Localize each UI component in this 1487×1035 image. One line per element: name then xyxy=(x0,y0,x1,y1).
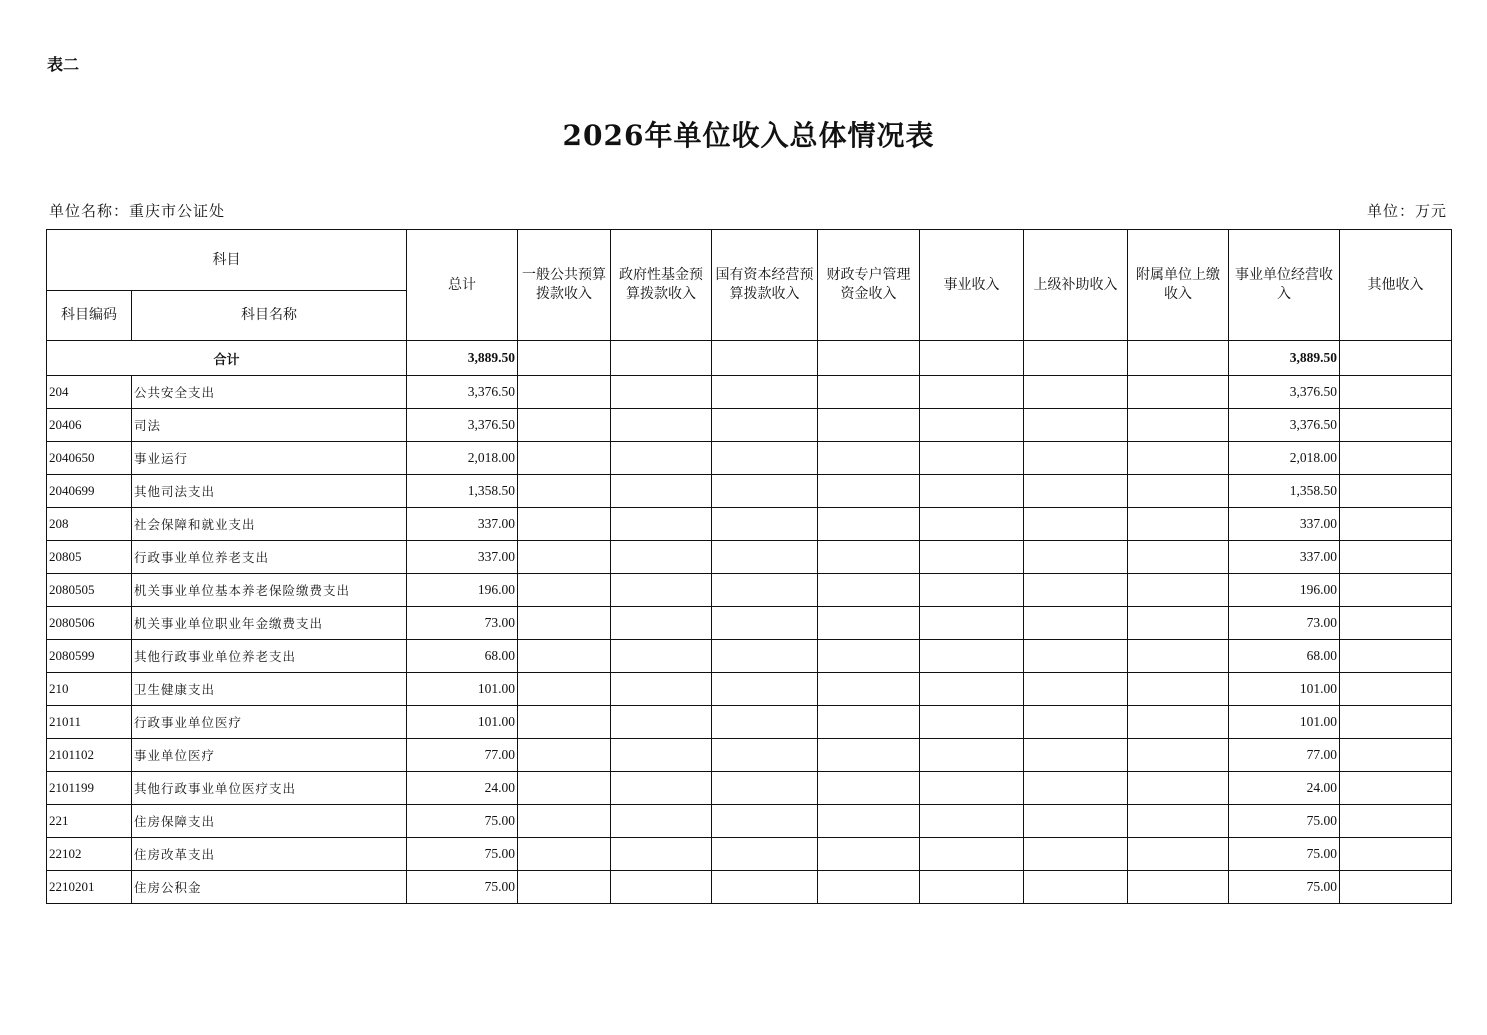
empty-cell xyxy=(818,607,920,640)
empty-cell xyxy=(1128,475,1229,508)
empty-cell xyxy=(1340,673,1452,706)
state-capital-header: 国有资本经营预算拨款收入 xyxy=(712,230,818,341)
special-fund-header: 财政专户管理资金收入 xyxy=(818,230,920,341)
empty-cell xyxy=(1128,673,1229,706)
empty-cell xyxy=(611,409,712,442)
empty-cell xyxy=(1128,838,1229,871)
operating-income-cell: 3,376.50 xyxy=(1229,376,1340,409)
empty-cell xyxy=(1024,409,1128,442)
empty-cell xyxy=(611,706,712,739)
total-header: 总计 xyxy=(407,230,518,341)
empty-cell xyxy=(920,376,1024,409)
empty-cell xyxy=(712,640,818,673)
empty-cell xyxy=(1024,640,1128,673)
total-cell: 3,376.50 xyxy=(407,376,518,409)
empty-cell xyxy=(818,376,920,409)
subject-code-cell: 2040650 xyxy=(47,442,132,475)
empty-cell xyxy=(1340,871,1452,904)
subject-name-cell: 机关事业单位职业年金缴费支出 xyxy=(132,607,407,640)
empty-cell xyxy=(1340,607,1452,640)
operating-income-cell: 24.00 xyxy=(1229,772,1340,805)
table-row xyxy=(47,772,1452,805)
empty-cell xyxy=(818,739,920,772)
subject-code-cell: 210 xyxy=(47,673,132,706)
empty-cell xyxy=(1128,772,1229,805)
empty-cell xyxy=(920,871,1024,904)
summary-total: 3,889.50 xyxy=(407,341,518,376)
operating-income-cell: 337.00 xyxy=(1229,508,1340,541)
subject-name-cell: 住房公积金 xyxy=(132,871,407,904)
empty-cell xyxy=(611,673,712,706)
subject-code-cell: 2080506 xyxy=(47,607,132,640)
table-row xyxy=(47,673,1452,706)
empty-cell xyxy=(1128,706,1229,739)
table-row xyxy=(47,541,1452,574)
total-cell: 337.00 xyxy=(407,508,518,541)
empty-cell xyxy=(1128,508,1229,541)
table-row xyxy=(47,838,1452,871)
empty-cell xyxy=(818,706,920,739)
empty-cell xyxy=(518,442,611,475)
empty-cell xyxy=(1340,706,1452,739)
total-cell: 75.00 xyxy=(407,805,518,838)
empty-cell xyxy=(518,376,611,409)
operating-income-cell: 75.00 xyxy=(1229,805,1340,838)
table-row xyxy=(47,739,1452,772)
empty-cell xyxy=(518,508,611,541)
empty-cell xyxy=(1340,541,1452,574)
empty-cell xyxy=(518,805,611,838)
empty-cell xyxy=(518,838,611,871)
subject-header: 科目 xyxy=(47,230,407,291)
table-row xyxy=(47,805,1452,838)
page-title: 2026年单位收入总体情况表 xyxy=(562,119,935,152)
general-budget-header: 一般公共预算拨款收入 xyxy=(518,230,611,341)
operating-income-cell: 101.00 xyxy=(1229,673,1340,706)
empty-cell xyxy=(712,376,818,409)
subject-code-cell: 2080599 xyxy=(47,640,132,673)
empty-cell xyxy=(1340,376,1452,409)
business-income-header: 事业收入 xyxy=(920,230,1024,341)
subject-code-cell: 21011 xyxy=(47,706,132,739)
operating-income-cell: 73.00 xyxy=(1229,607,1340,640)
total-cell: 101.00 xyxy=(407,706,518,739)
empty-cell xyxy=(818,772,920,805)
empty-cell xyxy=(920,508,1024,541)
empty-cell xyxy=(1128,574,1229,607)
empty-cell xyxy=(712,673,818,706)
empty-cell xyxy=(1024,475,1128,508)
empty-cell xyxy=(518,574,611,607)
empty-cell xyxy=(1340,772,1452,805)
operating-income-header: 事业单位经营收入 xyxy=(1229,230,1340,341)
empty-cell xyxy=(1024,772,1128,805)
empty-cell xyxy=(920,838,1024,871)
total-cell: 75.00 xyxy=(407,838,518,871)
table-row xyxy=(47,376,1452,409)
empty-cell xyxy=(518,673,611,706)
operating-income-cell: 3,376.50 xyxy=(1229,409,1340,442)
empty-cell xyxy=(920,475,1024,508)
operating-income-cell: 75.00 xyxy=(1229,838,1340,871)
empty-cell xyxy=(818,541,920,574)
subject-name-cell: 司法 xyxy=(132,409,407,442)
empty-cell xyxy=(920,607,1024,640)
empty-cell xyxy=(1024,574,1128,607)
empty-cell xyxy=(518,871,611,904)
subject-name-cell: 行政事业单位养老支出 xyxy=(132,541,407,574)
table-row xyxy=(47,706,1452,739)
table-row xyxy=(47,574,1452,607)
operating-income-cell: 2,018.00 xyxy=(1229,442,1340,475)
empty-cell xyxy=(611,541,712,574)
subject-code-cell: 22102 xyxy=(47,838,132,871)
empty-cell xyxy=(1340,442,1452,475)
subject-name-cell: 社会保障和就业支出 xyxy=(132,508,407,541)
subject-code-header: 科目编码 xyxy=(47,291,132,341)
subject-name-cell: 其他行政事业单位养老支出 xyxy=(132,640,407,673)
empty-cell xyxy=(518,706,611,739)
empty-cell xyxy=(818,640,920,673)
operating-income-cell: 77.00 xyxy=(1229,739,1340,772)
subject-code-cell: 2040699 xyxy=(47,475,132,508)
total-cell: 68.00 xyxy=(407,640,518,673)
table-row xyxy=(47,409,1452,442)
empty-cell xyxy=(1340,805,1452,838)
empty-cell xyxy=(920,640,1024,673)
empty-cell xyxy=(1024,706,1128,739)
empty-cell xyxy=(712,772,818,805)
subject-code-cell: 2080505 xyxy=(47,574,132,607)
empty-cell xyxy=(1128,541,1229,574)
table-row xyxy=(47,442,1452,475)
empty-cell xyxy=(1024,541,1128,574)
empty-cell xyxy=(611,640,712,673)
subject-name-cell: 卫生健康支出 xyxy=(132,673,407,706)
empty-cell xyxy=(518,541,611,574)
empty-cell xyxy=(611,574,712,607)
empty-cell xyxy=(1128,739,1229,772)
table-row xyxy=(47,640,1452,673)
subject-code-cell: 208 xyxy=(47,508,132,541)
subject-code-cell: 2210201 xyxy=(47,871,132,904)
gov-fund-header: 政府性基金预算拨款收入 xyxy=(611,230,712,341)
empty-cell xyxy=(1128,805,1229,838)
summary-operating-income: 3,889.50 xyxy=(1229,341,1340,376)
subject-name-cell: 事业运行 xyxy=(132,442,407,475)
empty-cell xyxy=(920,442,1024,475)
subject-name-cell: 住房保障支出 xyxy=(132,805,407,838)
subject-code-cell: 20805 xyxy=(47,541,132,574)
empty-cell xyxy=(712,706,818,739)
operating-income-cell: 101.00 xyxy=(1229,706,1340,739)
table-row xyxy=(47,607,1452,640)
empty-cell xyxy=(1128,442,1229,475)
empty-cell xyxy=(818,508,920,541)
empty-cell xyxy=(1128,607,1229,640)
empty-cell xyxy=(611,871,712,904)
empty-cell xyxy=(1024,673,1128,706)
empty-cell xyxy=(920,574,1024,607)
empty-cell xyxy=(518,607,611,640)
empty-cell xyxy=(1024,805,1128,838)
empty-cell xyxy=(1024,376,1128,409)
subject-code-cell: 204 xyxy=(47,376,132,409)
empty-cell xyxy=(1340,475,1452,508)
empty-cell xyxy=(712,508,818,541)
table-row xyxy=(47,871,1452,904)
table-number: 表二 xyxy=(47,55,80,74)
subject-code-cell: 20406 xyxy=(47,409,132,442)
total-cell: 75.00 xyxy=(407,871,518,904)
empty-cell xyxy=(712,805,818,838)
total-cell: 337.00 xyxy=(407,541,518,574)
subject-name-cell: 公共安全支出 xyxy=(132,376,407,409)
operating-income-cell: 196.00 xyxy=(1229,574,1340,607)
empty-cell xyxy=(712,871,818,904)
empty-cell xyxy=(712,442,818,475)
empty-cell xyxy=(920,673,1024,706)
empty-cell xyxy=(1340,838,1452,871)
summary-row xyxy=(47,341,1452,376)
subject-name-cell: 其他行政事业单位医疗支出 xyxy=(132,772,407,805)
empty-cell xyxy=(611,772,712,805)
empty-cell xyxy=(611,475,712,508)
empty-cell xyxy=(818,673,920,706)
empty-cell xyxy=(1340,409,1452,442)
empty-cell xyxy=(1340,508,1452,541)
total-cell: 196.00 xyxy=(407,574,518,607)
empty-cell xyxy=(1024,508,1128,541)
empty-cell xyxy=(818,838,920,871)
empty-cell xyxy=(1024,838,1128,871)
subject-code-cell: 2101102 xyxy=(47,739,132,772)
total-cell: 2,018.00 xyxy=(407,442,518,475)
operating-income-cell: 68.00 xyxy=(1229,640,1340,673)
operating-income-cell: 1,358.50 xyxy=(1229,475,1340,508)
subject-name-cell: 机关事业单位基本养老保险缴费支出 xyxy=(132,574,407,607)
subject-name-cell: 事业单位医疗 xyxy=(132,739,407,772)
empty-cell xyxy=(1340,739,1452,772)
affiliated-income-header: 附属单位上缴收入 xyxy=(1128,230,1229,341)
total-cell: 24.00 xyxy=(407,772,518,805)
unit-name-label: 单位名称：重庆市公证处 xyxy=(49,202,226,220)
empty-cell xyxy=(611,442,712,475)
subject-name-cell: 行政事业单位医疗 xyxy=(132,706,407,739)
empty-cell xyxy=(611,607,712,640)
empty-cell xyxy=(818,871,920,904)
summary-label: 合计 xyxy=(47,341,407,376)
empty-cell xyxy=(712,541,818,574)
empty-cell xyxy=(712,475,818,508)
empty-cell xyxy=(818,475,920,508)
empty-cell xyxy=(1024,607,1128,640)
subject-name-header: 科目名称 xyxy=(132,291,407,341)
empty-cell xyxy=(712,739,818,772)
empty-cell xyxy=(920,772,1024,805)
empty-cell xyxy=(712,574,818,607)
subject-name-cell: 住房改革支出 xyxy=(132,838,407,871)
other-income-header: 其他收入 xyxy=(1340,230,1452,341)
empty-cell xyxy=(920,409,1024,442)
empty-cell xyxy=(611,376,712,409)
subject-code-cell: 2101199 xyxy=(47,772,132,805)
empty-cell xyxy=(818,409,920,442)
empty-cell xyxy=(920,805,1024,838)
total-cell: 1,358.50 xyxy=(407,475,518,508)
total-cell: 3,376.50 xyxy=(407,409,518,442)
empty-cell xyxy=(920,739,1024,772)
subject-code-cell: 221 xyxy=(47,805,132,838)
subject-name-cell: 其他司法支出 xyxy=(132,475,407,508)
empty-cell xyxy=(1128,376,1229,409)
empty-cell xyxy=(712,409,818,442)
table-row xyxy=(47,508,1452,541)
empty-cell xyxy=(818,574,920,607)
empty-cell xyxy=(518,409,611,442)
empty-cell xyxy=(712,607,818,640)
empty-cell xyxy=(518,772,611,805)
empty-cell xyxy=(611,739,712,772)
empty-cell xyxy=(818,442,920,475)
table-row xyxy=(47,475,1452,508)
income-table xyxy=(46,229,1452,904)
total-cell: 101.00 xyxy=(407,673,518,706)
operating-income-cell: 75.00 xyxy=(1229,871,1340,904)
empty-cell xyxy=(1024,442,1128,475)
currency-unit-label: 单位：万元 xyxy=(1366,202,1447,220)
empty-cell xyxy=(1340,640,1452,673)
operating-income-cell: 337.00 xyxy=(1229,541,1340,574)
total-cell: 73.00 xyxy=(407,607,518,640)
superior-subsidy-header: 上级补助收入 xyxy=(1024,230,1128,341)
empty-cell xyxy=(1128,409,1229,442)
empty-cell xyxy=(518,475,611,508)
empty-cell xyxy=(920,541,1024,574)
empty-cell xyxy=(611,838,712,871)
empty-cell xyxy=(518,640,611,673)
empty-cell xyxy=(1128,640,1229,673)
total-cell: 77.00 xyxy=(407,739,518,772)
empty-cell xyxy=(920,706,1024,739)
empty-cell xyxy=(818,805,920,838)
empty-cell xyxy=(1024,739,1128,772)
empty-cell xyxy=(611,508,712,541)
empty-cell xyxy=(1340,574,1452,607)
empty-cell xyxy=(712,838,818,871)
empty-cell xyxy=(611,805,712,838)
empty-cell xyxy=(1024,871,1128,904)
empty-cell xyxy=(518,739,611,772)
empty-cell xyxy=(1128,871,1229,904)
